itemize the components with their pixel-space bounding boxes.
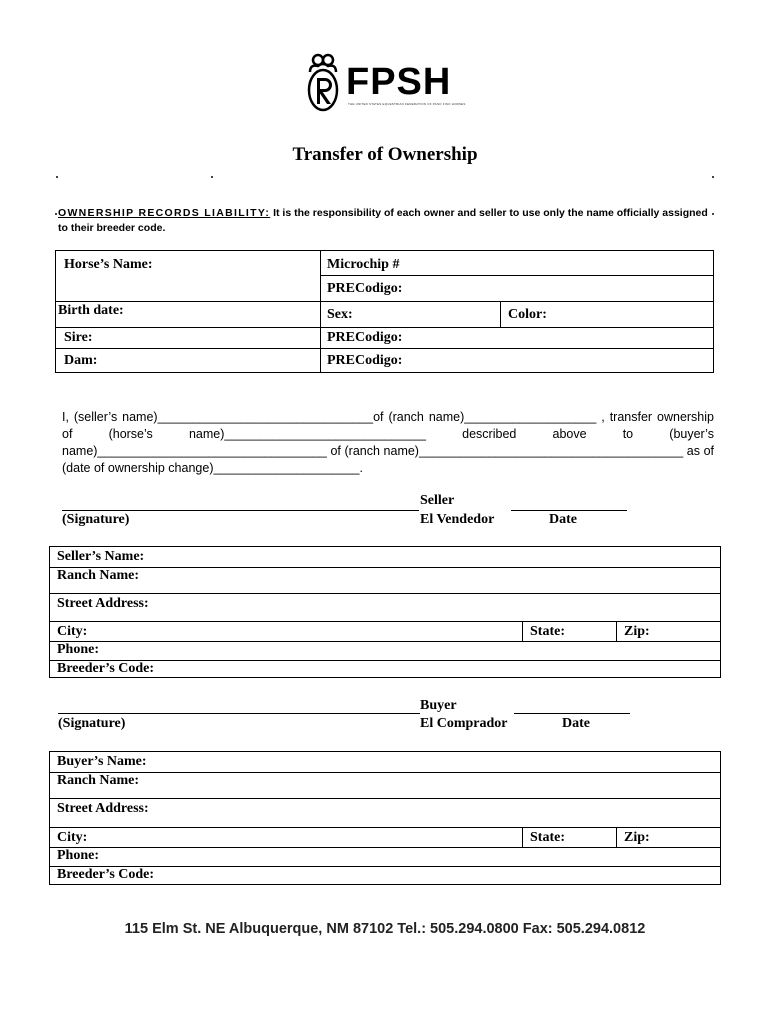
seller-label: Seller xyxy=(420,493,455,508)
buyer-label: Buyer xyxy=(420,698,457,713)
precodigo-field[interactable]: PRECodigo: xyxy=(327,281,403,296)
seller-breeder-code-field[interactable]: Breeder’s Code: xyxy=(57,661,155,676)
liability-text: It is the responsibility of each owner and seller to use only the name officially assigned to their breeder code. xyxy=(58,207,708,234)
logo-text: FPSH xyxy=(346,61,452,103)
buyer-label-es: El Comprador xyxy=(420,716,508,731)
dam-field[interactable]: Dam: xyxy=(64,353,98,368)
ownership-liability-notice xyxy=(58,206,708,236)
buyer-state-field[interactable]: State: xyxy=(530,830,565,845)
transfer-statement[interactable]: I, (seller’s name)_______________________________of (ranch name)___________________ , transfer ownership of (horse’s name)_____________________________ described above to (buyer’s name)_________________________________ of (ranch name)______________________________________ as of (date of ownership change)_____________________. xyxy=(62,410,714,475)
buyer-zip-field[interactable]: Zip: xyxy=(624,830,650,845)
decorative-dot xyxy=(56,176,58,178)
sex-field[interactable]: Sex: xyxy=(327,307,353,322)
liability-lead: OWNERSHIP RECORDS LIABILITY: xyxy=(58,207,271,219)
seller-signature-label: (Signature) xyxy=(62,512,130,527)
horse-name-field[interactable]: Horse’s Name: xyxy=(64,257,153,272)
buyer-breeder-code-field[interactable]: Breeder’s Code: xyxy=(57,867,155,882)
sire-field[interactable]: Sire: xyxy=(64,330,93,345)
page-title: Transfer of Ownership xyxy=(292,144,478,165)
seller-date-line[interactable] xyxy=(511,510,627,511)
buyer-date-line[interactable] xyxy=(514,713,630,714)
seller-date-label: Date xyxy=(549,512,577,527)
decorative-dot xyxy=(211,176,213,178)
seller-ranch-field[interactable]: Ranch Name: xyxy=(57,568,140,583)
horse-info-table xyxy=(55,250,714,373)
birth-date-field[interactable]: Birth date: xyxy=(58,303,124,318)
buyer-name-field[interactable]: Buyer’s Name: xyxy=(57,754,147,769)
color-field[interactable]: Color: xyxy=(508,307,547,322)
decorative-dot xyxy=(712,176,714,178)
buyer-ranch-field[interactable]: Ranch Name: xyxy=(57,773,140,788)
dam-precodigo-field[interactable]: PRECodigo: xyxy=(327,353,403,368)
seller-state-field[interactable]: State: xyxy=(530,624,565,639)
buyer-signature-label: (Signature) xyxy=(58,716,126,731)
decorative-dot xyxy=(55,213,57,215)
buyer-city-field[interactable]: City: xyxy=(57,830,88,845)
seller-phone-field[interactable]: Phone: xyxy=(57,642,99,657)
contact-footer: 115 Elm St. NE Albuquerque, NM 87102 Tel.: 505.294.0800 Fax: 505.294.0812 xyxy=(124,921,646,937)
buyer-phone-field[interactable]: Phone: xyxy=(57,848,99,863)
buyer-street-field[interactable]: Street Address: xyxy=(57,801,149,816)
seller-city-field[interactable]: City: xyxy=(57,624,88,639)
fpsh-logo xyxy=(304,52,464,114)
logo-tagline: THE UNITED STATES EQUESTRIAN FEDERATION OF PASO FINO HORSES xyxy=(348,102,466,106)
buyer-signature-line[interactable] xyxy=(58,713,420,714)
seller-info-table xyxy=(49,546,721,678)
crown-r-icon xyxy=(304,52,348,114)
seller-street-field[interactable]: Street Address: xyxy=(57,596,149,611)
buyer-date-label: Date xyxy=(562,716,590,731)
microchip-field[interactable]: Microchip # xyxy=(327,257,400,272)
seller-label-es: El Vendedor xyxy=(420,512,495,527)
decorative-dot xyxy=(712,213,714,215)
seller-name-field[interactable]: Seller’s Name: xyxy=(57,549,145,564)
buyer-info-table xyxy=(49,751,721,885)
sire-precodigo-field[interactable]: PRECodigo: xyxy=(327,330,403,345)
seller-zip-field[interactable]: Zip: xyxy=(624,624,650,639)
seller-signature-line[interactable] xyxy=(62,510,419,511)
